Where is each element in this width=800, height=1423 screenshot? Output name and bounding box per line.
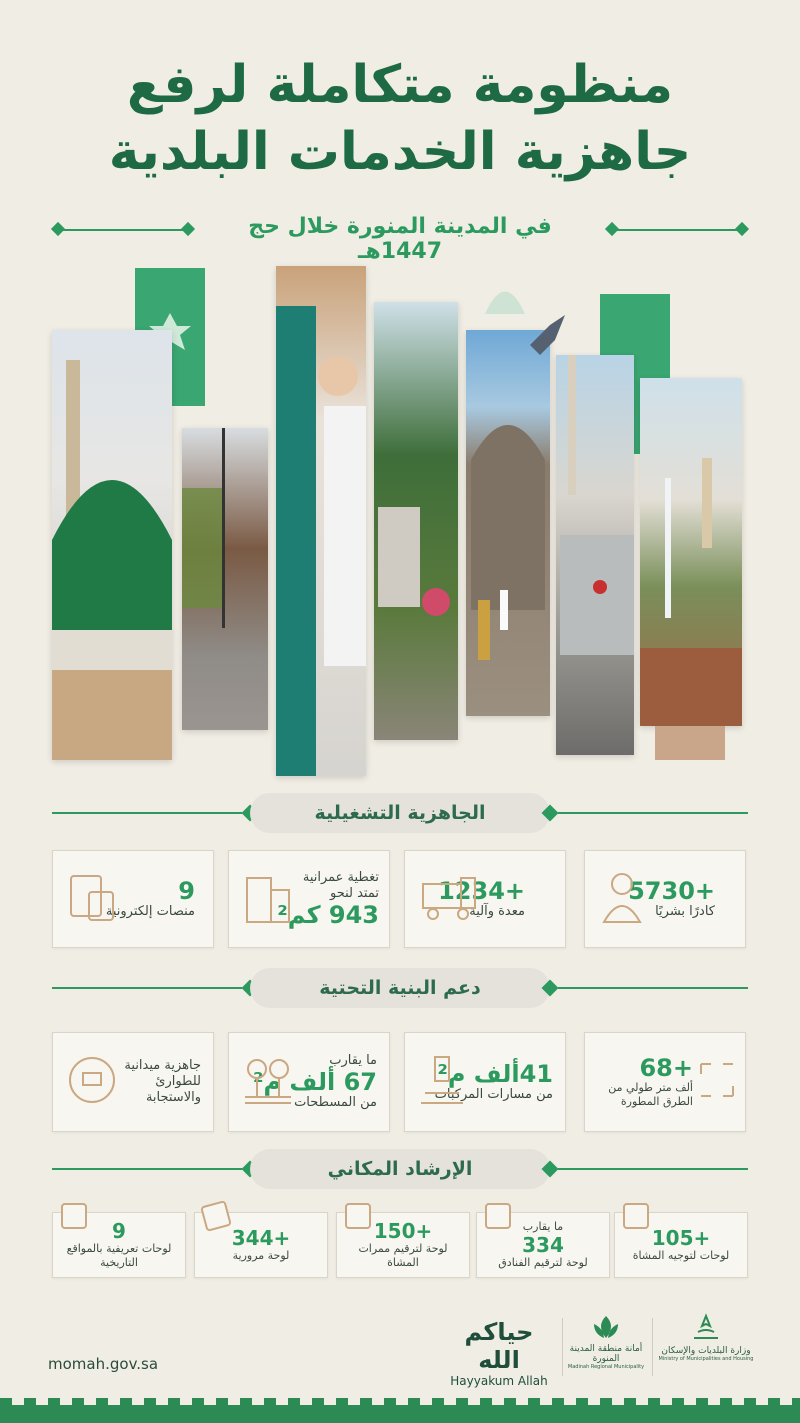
pedestrian-signs-label: لوحات لتوجيه المشاة [632, 1249, 730, 1263]
amana-ar: أمانة منطقة المدينة المنورة [569, 1344, 643, 1364]
section-operational-header [0, 793, 800, 833]
traffic-sign-icon [200, 1200, 232, 1232]
section-line-right [558, 812, 748, 814]
historic-sites-count: 9 [112, 1219, 126, 1244]
vehicle-lanes-label: من مسارات المركبات [434, 1087, 553, 1103]
roads-count: +68 [639, 1054, 693, 1083]
equipment-label: معدة وآلية [469, 904, 525, 920]
emergency-label: جاهزية ميدانية للطوارئ والاستجابة [124, 1057, 201, 1106]
green-areas-label: من المسطحات [294, 1095, 377, 1111]
vehicle-lane-icon [419, 1053, 465, 1111]
screens-icon [67, 870, 117, 928]
hotel-numbering-pre: ما يقارب [522, 1220, 564, 1234]
urban-coverage-area: 943 كم² [277, 901, 379, 930]
sweeper-vehicle-icon [419, 872, 479, 926]
card-staff [584, 850, 746, 948]
trees-icon [243, 1053, 293, 1111]
logo-divider [652, 1318, 653, 1376]
section-line-right [558, 1168, 748, 1170]
card-emergency [52, 1032, 214, 1132]
traffic-signs-count: +344 [231, 1226, 291, 1251]
hayyakum-ar: حياكم الله [464, 1318, 534, 1374]
road-icon [697, 1060, 737, 1104]
ministry-emblem-icon [686, 1312, 726, 1342]
roads-label: ألف متر طولي من الطرق المطورة [608, 1081, 693, 1109]
urban-coverage-pre: تغطية عمرانية [302, 869, 379, 885]
brown-block [655, 726, 725, 760]
section-line-left [52, 812, 242, 814]
card-green-areas [228, 1032, 390, 1132]
website-url[interactable]: momah.gov.sa [48, 1355, 159, 1373]
card-urban-coverage [228, 850, 390, 948]
photo-garden-path [374, 302, 458, 740]
worker-icon [599, 870, 645, 928]
photo-palm-street [182, 428, 268, 730]
section-line-right [558, 987, 748, 989]
staff-label: كادرًا بشريًا [655, 904, 715, 920]
walkway-sign-icon [342, 1200, 374, 1232]
traffic-signs-label: لوحة مرورية [232, 1249, 290, 1263]
photo-health-inspector [276, 266, 366, 776]
section-line-left [52, 1168, 242, 1170]
green-areas-area: 67 ألف م² [252, 1067, 377, 1096]
card-vehicle-lanes [404, 1032, 566, 1132]
green-areas-pre: ما يقارب [329, 1052, 377, 1068]
ministry-ar: وزارة البلديات والإسكان [661, 1346, 751, 1356]
amana-en: Madinah Regional Municipality [567, 1364, 645, 1370]
card-roads [584, 1032, 746, 1132]
hotel-numbering-count: 334 [522, 1233, 564, 1257]
buildings-icon [243, 870, 293, 928]
vehicle-lanes-area: 41ألف م² [437, 1059, 553, 1088]
card-e-platforms [52, 850, 214, 948]
logo-divider [562, 1318, 563, 1376]
historic-sites-label: لوحات تعريفية بالمواقع التاريخية [66, 1242, 172, 1269]
hotel-numbering-label: لوحة لترقيم الفنادق [498, 1256, 588, 1269]
subtitle-line-right [612, 229, 742, 231]
urban-coverage-mid: تمتد لنحو [329, 885, 379, 901]
page-title-line1: منظومة متكاملة لرفع [126, 55, 674, 115]
pedestrian-signs-count: +105 [651, 1226, 711, 1251]
staff-count: +5730 [628, 876, 715, 905]
amana-logo [566, 1314, 646, 1370]
equipment-count: +1234 [438, 876, 525, 905]
walkway-numbering-label: لوحة لترقيم ممرات المشاة [358, 1242, 448, 1269]
platforms-count: 9 [178, 876, 195, 905]
section-wayfinding-header [0, 1149, 800, 1189]
subtitle-row [48, 212, 752, 264]
subtitle: في المدينة المنورة خلال حج 1447هـ [248, 214, 552, 264]
subtitle-line-left [58, 229, 188, 231]
photo-fountain-park [640, 378, 742, 726]
hayyakum-logo [444, 1318, 554, 1388]
pedestrian-sign-icon [620, 1200, 652, 1232]
platforms-label: منصات إلكترونية [105, 904, 195, 920]
photo-historic-building [466, 330, 550, 716]
photo-cleaning-vehicle [556, 355, 634, 755]
amana-emblem-icon [591, 1314, 621, 1340]
ministry-en: Ministry of Municipalities and Housing [658, 1356, 754, 1362]
ministry-logo [658, 1312, 754, 1362]
section-infrastructure-title: دعم البنية التحتية [250, 968, 550, 1008]
hotel-number-icon [482, 1200, 514, 1232]
section-wayfinding-title: الإرشاد المكاني [250, 1149, 550, 1189]
photo-green-dome [52, 330, 172, 760]
page-title-line2: جاهزية الخدمات البلدية [108, 122, 692, 182]
historic-site-icon [58, 1200, 90, 1232]
section-line-left [52, 987, 242, 989]
card-equipment [404, 850, 566, 948]
emergency-icon [67, 1055, 117, 1109]
walkway-numbering-count: +150 [373, 1219, 433, 1244]
hayyakum-en: Hayyakum Allah [450, 1374, 548, 1388]
bottom-band [0, 1405, 800, 1423]
section-infrastructure-header [0, 968, 800, 1008]
section-operational-title: الجاهزية التشغيلية [250, 793, 550, 833]
